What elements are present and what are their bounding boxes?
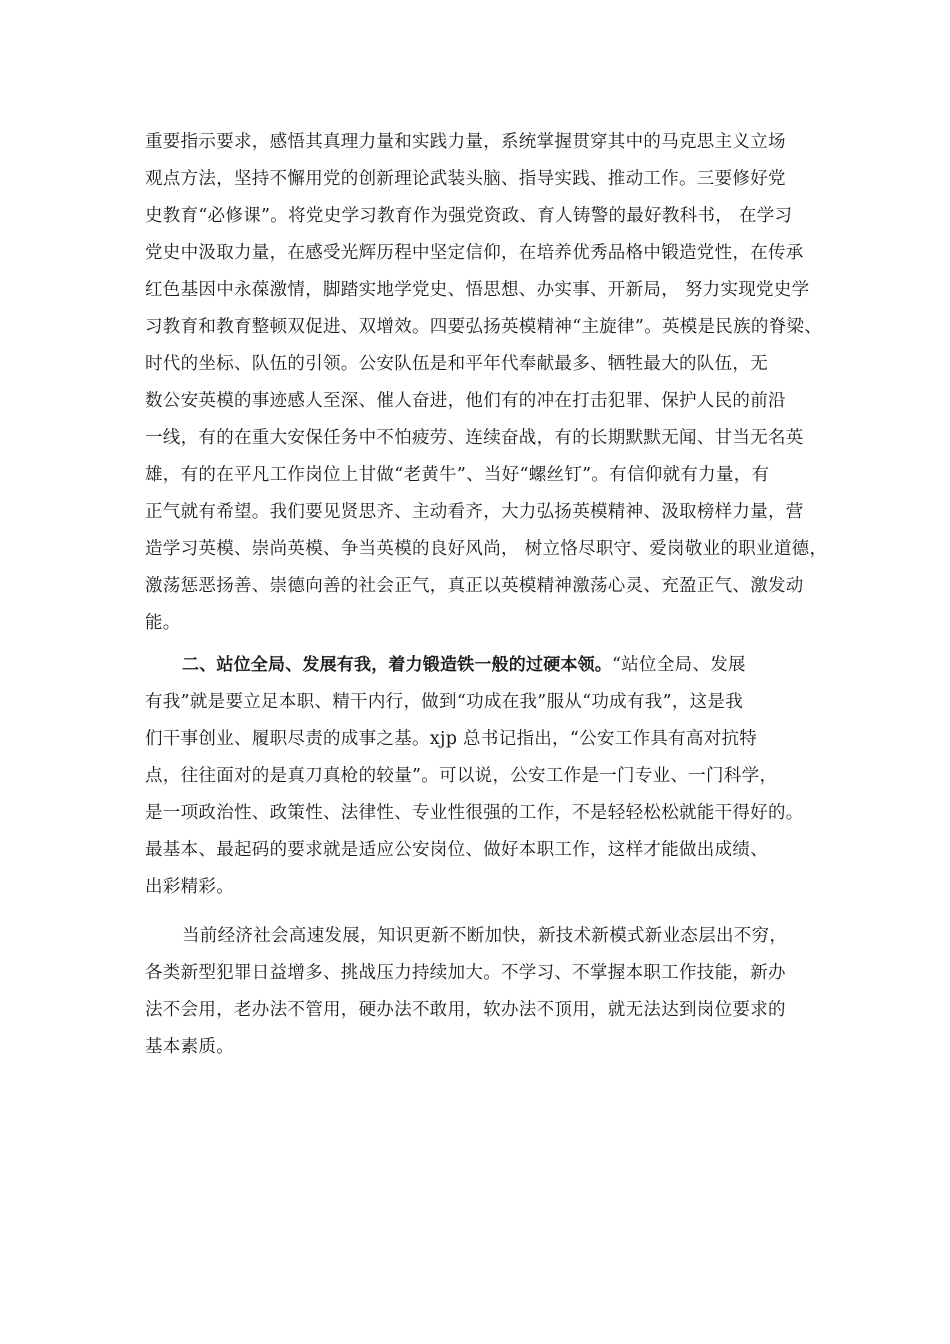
paragraph-line: 造学习英模、崇尚英模、争当英模的良好风尚， 树立恪尽职守、爱岗敬业的职业道德，: [145, 539, 828, 559]
paragraph-line: 是一项政治性、政策性、法律性、专业性很强的工作，不是轻轻松松就能干得好的。: [145, 803, 804, 823]
paragraph-line: 最基本、最起码的要求就是适应公安岗位、做好本职工作，这样才能做出成绩、: [145, 840, 768, 860]
paragraph-line: 时代的坐标、队伍的引领。公安队伍是和平年代奉献最多、牺牲最大的队伍，无: [145, 354, 768, 374]
paragraph-line: 法不会用，老办法不管用，硬办法不敢用，软办法不顶用，就无法达到岗位要求的: [145, 1000, 786, 1020]
paragraph-line: 正气就有希望。我们要见贤思齐、主动看齐，大力弘扬英模精神、汲取榜样力量，营: [145, 502, 804, 522]
paragraph-line: 点，往往面对的是真刀真枪的较量”。可以说，公安工作是一门专业、一门科学，: [145, 766, 778, 786]
paragraph-line: 观点方法，坚持不懈用党的创新理论武装头脑、指导实践、推动工作。三要修好党: [145, 169, 786, 189]
paragraph-line: 们干事创业、履职尽责的成事之基。xjp 总书记指出，“公安工作具有高对抗特: [145, 729, 758, 749]
paragraph-line: 有我”就是要立足本职、精干内行，做到“功成在我”服从“功成有我”，这是我: [145, 692, 744, 712]
paragraph-line: 数公安英模的事迹感人至深、催人奋进，他们有的冲在打击犯罪、保护人民的前沿: [145, 391, 786, 411]
paragraph-line: 能。: [145, 613, 181, 633]
paragraph-line: 党史中汲取力量，在感受光辉历程中坚定信仰，在培养优秀品格中锻造党性，在传承: [145, 243, 804, 263]
paragraph-line: 一线，有的在重大安保任务中不怕疲劳、连续奋战，有的长期默默无闻、甘当无名英: [145, 428, 804, 448]
paragraph-line: 重要指示要求，感悟其真理力量和实践力量，系统掌握贯穿其中的马克思主义立场: [145, 132, 786, 152]
paragraph-line: 基本素质。: [145, 1037, 234, 1057]
paragraph-line: 出彩精彩。: [145, 877, 234, 897]
section-heading-tail: “站位全局、发展: [612, 655, 746, 675]
paragraph-first-line: 当前经济社会高速发展，知识更新不断加快，新技术新模式新业态层出不穷，: [182, 926, 788, 946]
paragraph-line: 史教育“必修课”。将党史学习教育作为强党资政、育人铸警的最好教科书， 在学习: [145, 206, 793, 226]
paragraph-line: 各类新型犯罪日益增多、挑战压力持续加大。不学习、不掌握本职工作技能，新办: [145, 963, 786, 983]
paragraph-line: 红色基因中永葆激情，脚踏实地学党史、悟思想、办实事、开新局， 努力实现党史学: [145, 280, 810, 300]
paragraph-line: 习教育和教育整顿双促进、双增效。四要弘扬英模精神“主旋律”。英模是民族的脊梁、: [145, 317, 823, 337]
section-heading: 二、站位全局、发展有我，着力锻造铁一般的过硬本领。: [182, 655, 612, 675]
paragraph-line: 激荡惩恶扬善、崇德向善的社会正气，真正以英模精神激荡心灵、充盈正气、激发动: [145, 576, 804, 596]
paragraph-line: 雄，有的在平凡工作岗位上甘做“老黄牛”、当好“螺丝钉”。有信仰就有力量，有: [145, 465, 770, 485]
section-heading-line: [182, 650, 746, 680]
